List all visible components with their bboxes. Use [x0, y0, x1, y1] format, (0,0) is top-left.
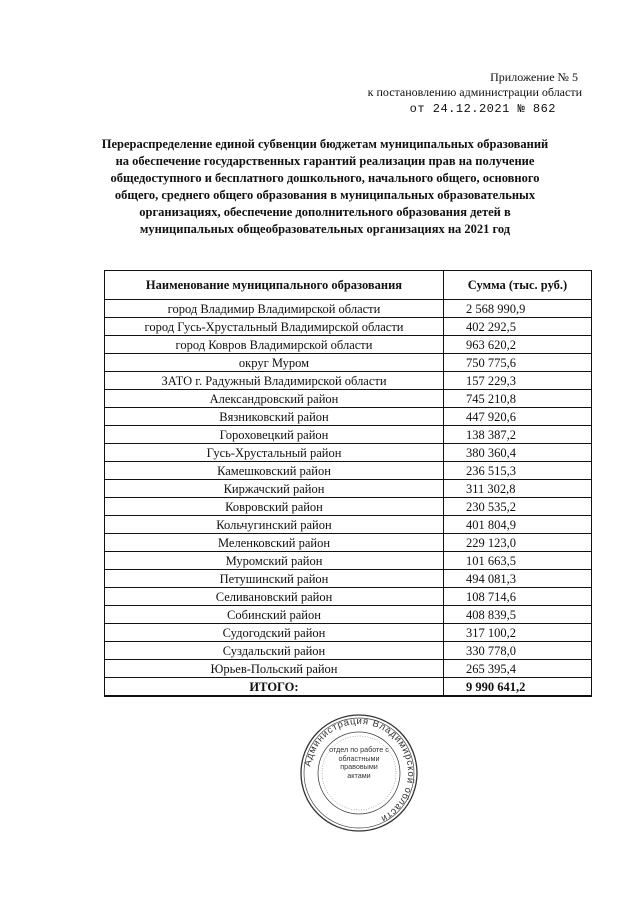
table-row — [105, 318, 592, 336]
amount-cell: 236 515,3 — [444, 462, 592, 480]
table-row — [105, 588, 592, 606]
municipality-name: Судогодский район — [105, 624, 444, 642]
table-row — [105, 300, 592, 318]
distribution-table — [104, 270, 592, 697]
amount-cell: 317 100,2 — [444, 624, 592, 642]
table-row — [105, 390, 592, 408]
table-row — [105, 642, 592, 660]
municipality-name: город Владимир Владимирской области — [105, 300, 444, 318]
municipality-name: Петушинский район — [105, 570, 444, 588]
amount-cell: 750 775,6 — [444, 354, 592, 372]
table-row — [105, 552, 592, 570]
table-row — [105, 480, 592, 498]
municipality-name: Кольчугинский район — [105, 516, 444, 534]
official-stamp — [298, 712, 420, 834]
municipality-name: Меленковский район — [105, 534, 444, 552]
appendix-number: Приложение № 5 — [490, 70, 578, 84]
municipality-name: Юрьев-Польский район — [105, 660, 444, 678]
table-row — [105, 426, 592, 444]
total-sum: 9 990 641,2 — [444, 678, 592, 697]
table-row — [105, 354, 592, 372]
municipality-name: город Ковров Владимирской области — [105, 336, 444, 354]
municipality-name: Собинский район — [105, 606, 444, 624]
amount-cell: 230 535,2 — [444, 498, 592, 516]
stamp-center-text: отдел по работе с областными правовыми актами — [329, 745, 389, 780]
table-row — [105, 462, 592, 480]
municipality-name: Киржачский район — [105, 480, 444, 498]
amount-cell: 311 302,8 — [444, 480, 592, 498]
amount-cell: 265 395,4 — [444, 660, 592, 678]
stamp-seal-image — [298, 712, 420, 834]
municipality-name: Муромский район — [105, 552, 444, 570]
amount-cell: 330 778,0 — [444, 642, 592, 660]
column-header-sum: Сумма (тыс. руб.) — [444, 271, 592, 300]
table-row — [105, 570, 592, 588]
table-row — [105, 516, 592, 534]
amount-cell: 229 123,0 — [444, 534, 592, 552]
amount-cell: 401 804,9 — [444, 516, 592, 534]
table-row — [105, 408, 592, 426]
total-label: ИТОГО: — [105, 678, 444, 697]
table-row — [105, 606, 592, 624]
amount-cell: 380 360,4 — [444, 444, 592, 462]
table-row — [105, 660, 592, 678]
appendix-date-number: от 24.12.2021 № 862 — [409, 102, 556, 116]
stamp-outer-text: Администрация Владимирской области — [302, 715, 417, 825]
table-row — [105, 498, 592, 516]
amount-cell: 408 839,5 — [444, 606, 592, 624]
amount-cell: 2 568 990,9 — [444, 300, 592, 318]
municipality-name: город Гусь-Хрустальный Владимирской области — [105, 318, 444, 336]
table-row — [105, 534, 592, 552]
amount-cell: 494 081,3 — [444, 570, 592, 588]
municipality-name: Суздальский район — [105, 642, 444, 660]
amount-cell: 402 292,5 — [444, 318, 592, 336]
amount-cell: 138 387,2 — [444, 426, 592, 444]
municipality-name: Селивановский район — [105, 588, 444, 606]
municipality-name: Ковровский район — [105, 498, 444, 516]
table-row — [105, 624, 592, 642]
amount-cell: 963 620,2 — [444, 336, 592, 354]
municipality-name: ЗАТО г. Радужный Владимирской области — [105, 372, 444, 390]
document-title: Перераспределение единой субвенции бюджетам муниципальных образований на обеспечение государственных гарантий реализации прав на получение общедоступного и бесплатного дошкольного, начального общего, основного общего, среднего общего образования в муниципальных образовательных организациях, обеспечение дополнительного образования детей в муниципальных общеобразовательных организациях на 2021 год — [101, 137, 549, 236]
municipality-name: Гороховецкий район — [105, 426, 444, 444]
table-row — [105, 372, 592, 390]
municipality-name: Камешковский район — [105, 462, 444, 480]
amount-cell: 108 714,6 — [444, 588, 592, 606]
table-total-row — [105, 678, 592, 697]
municipality-name: Гусь-Хрустальный район — [105, 444, 444, 462]
amount-cell: 745 210,8 — [444, 390, 592, 408]
municipality-name: Вязниковский район — [105, 408, 444, 426]
amount-cell: 447 920,6 — [444, 408, 592, 426]
table-row — [105, 444, 592, 462]
amount-cell: 101 663,5 — [444, 552, 592, 570]
table-header-row — [105, 271, 592, 300]
column-header-name: Наименование муниципального образования — [105, 271, 444, 300]
municipality-name: Александровский район — [105, 390, 444, 408]
municipality-name: округ Муром — [105, 354, 444, 372]
appendix-reference: к постановлению администрации области — [367, 85, 582, 99]
table-body — [105, 300, 592, 697]
appendix-header — [302, 70, 582, 117]
table-row — [105, 336, 592, 354]
amount-cell: 157 229,3 — [444, 372, 592, 390]
